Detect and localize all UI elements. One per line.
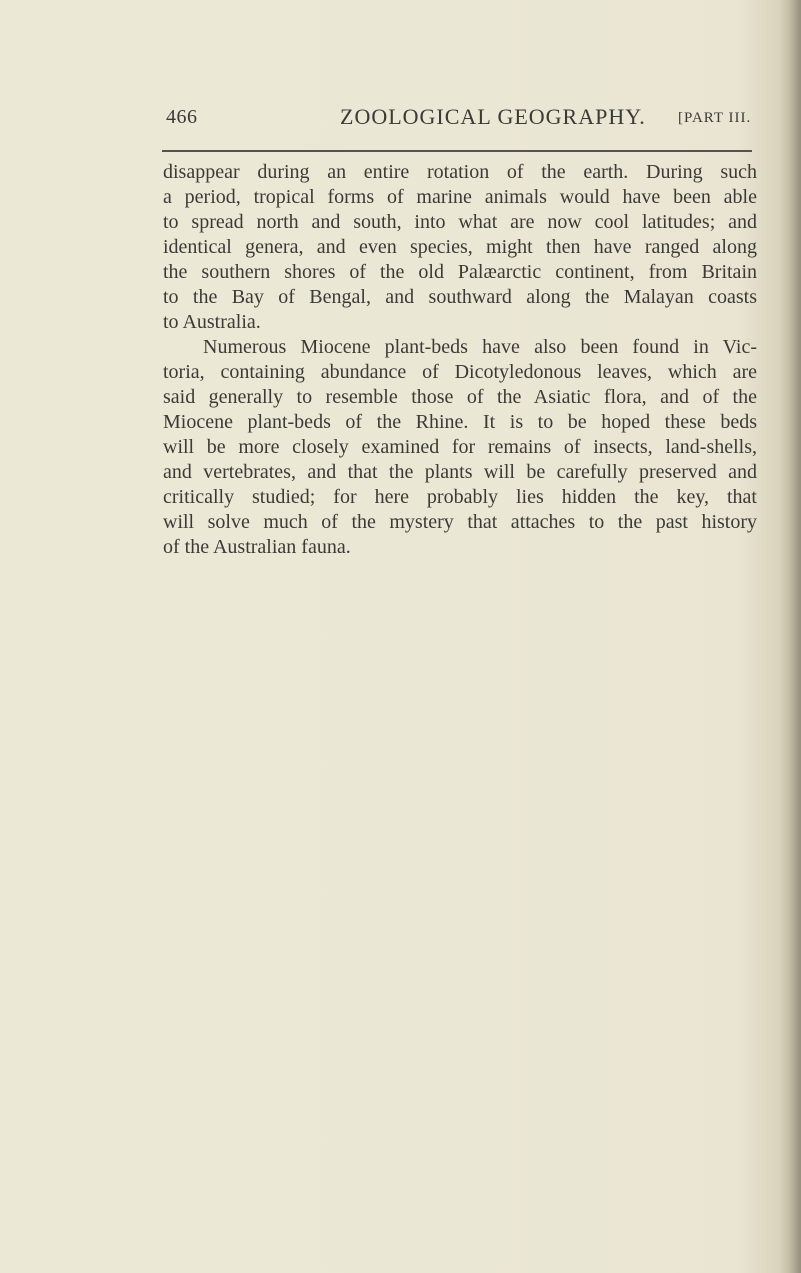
text-line: of the Australian fauna.	[163, 536, 351, 558]
text-line: to Australia.	[163, 311, 261, 333]
paragraph	[163, 160, 757, 335]
part-label: [PART III.	[678, 110, 752, 126]
text-line: and vertebrates, and that the plants will be carefully preserved and	[163, 461, 757, 483]
page-edge-shadow	[779, 0, 801, 1273]
text-line: will solve much of the mystery that attaches to the past history	[163, 511, 757, 533]
body-text	[163, 160, 757, 560]
text-line: to spread north and south, into what are now cool latitudes; and	[163, 211, 757, 233]
text-line: identical genera, and even species, might then have ranged along	[163, 236, 757, 258]
text-line: will be more closely examined for remains of insects, land-shells,	[163, 436, 757, 458]
paragraph	[163, 335, 757, 560]
text-line: disappear during an entire rotation of the earth. During such	[163, 161, 757, 183]
text-line: Numerous Miocene plant-beds have also been found in Vic-	[203, 336, 757, 358]
text-line: toria, containing abundance of Dicotyledonous leaves, which are	[163, 361, 757, 383]
text-line: critically studied; for here probably lies hidden the key, that	[163, 486, 757, 508]
text-line: to the Bay of Bengal, and southward along the Malayan coasts	[163, 286, 757, 308]
running-title: ZOOLOGICAL GEOGRAPHY.	[340, 104, 646, 129]
text-line: said generally to resemble those of the Asiatic flora, and of the	[163, 386, 757, 408]
text-line: a period, tropical forms of marine animals would have been able	[163, 186, 757, 208]
header-rule	[162, 150, 752, 152]
text-line: Miocene plant-beds of the Rhine. It is to be hoped these beds	[163, 411, 757, 433]
running-header	[0, 100, 801, 136]
page-number: 466	[166, 106, 198, 128]
text-line: the southern shores of the old Palæarctic continent, from Britain	[163, 261, 757, 283]
